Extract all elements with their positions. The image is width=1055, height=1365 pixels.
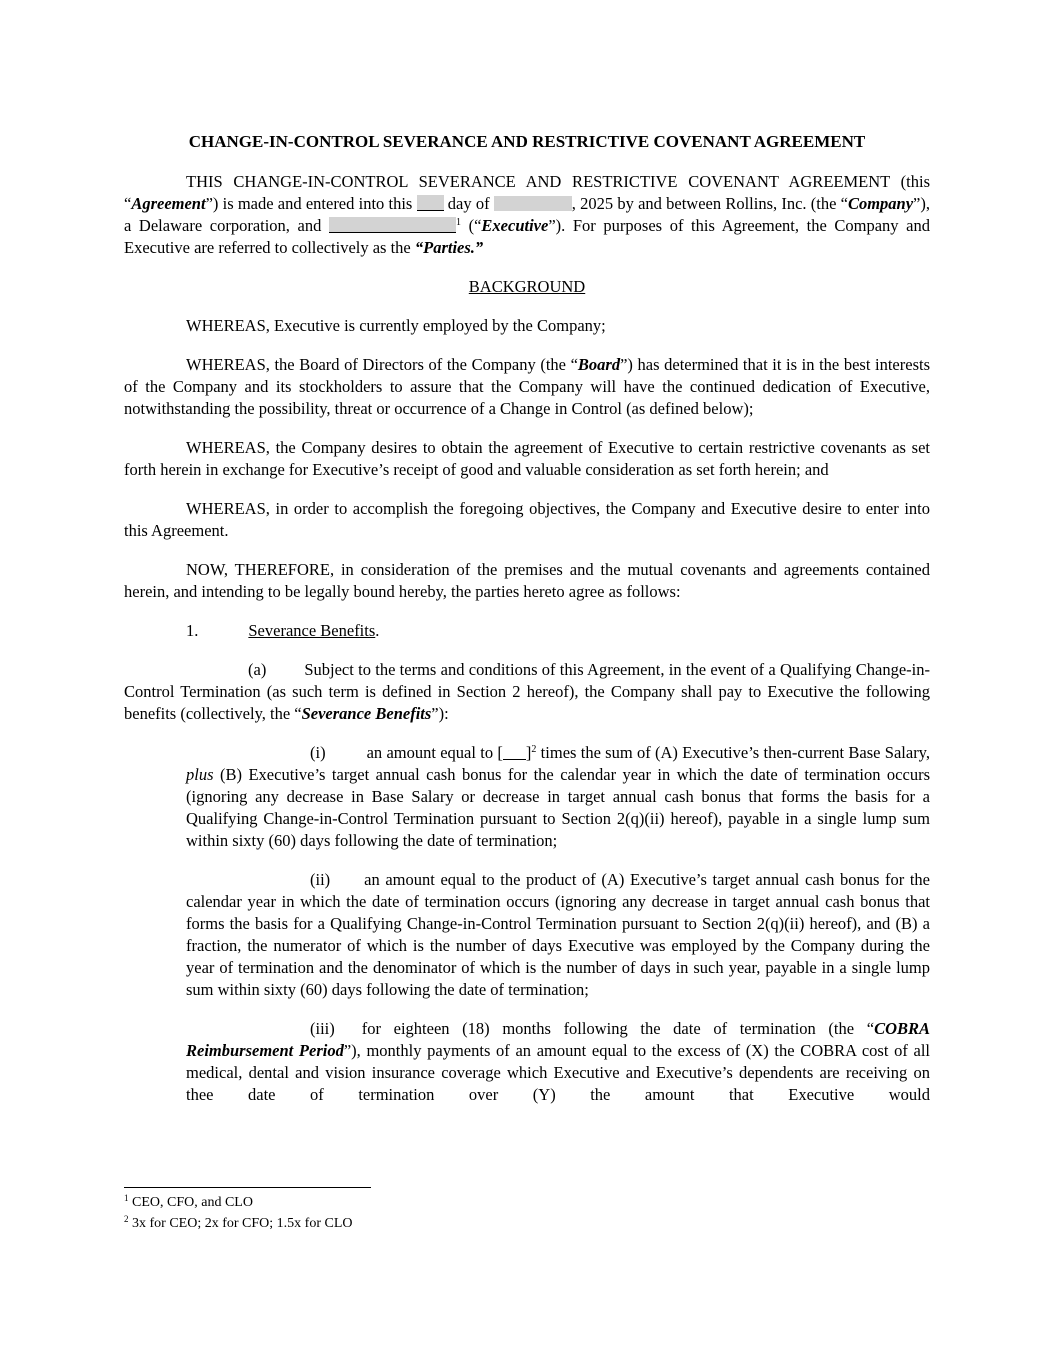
month-blank-field[interactable]: [494, 196, 572, 211]
footnote-1: [124, 1193, 371, 1214]
text-run: , 2025 by and between Rollins, Inc. (the “: [571, 194, 848, 213]
text-run: Board: [577, 355, 621, 374]
executive-name-blank-field[interactable]: [329, 217, 456, 233]
multiplier-blank-field[interactable]: [503, 746, 526, 760]
text-run: THIS CHANGE-IN-CONTROL SEVERANCE AND RESTRICTIVE COVENANT AGREEMENT (this “: [124, 172, 930, 213]
section-1-heading: [124, 620, 930, 642]
text-run: ”) has determined that it is in the best interests of the Company and its stockholders to assure that the Company will have the continued dedication of Executive, notwithstanding the possibility, threat or occurrence of a Change in Control (as defined below);: [124, 355, 930, 418]
text-run: Agreement: [131, 194, 206, 213]
footnote-ref-1: 1: [455, 217, 461, 228]
text-run: WHEREAS, in order to accomplish the foregoing objectives, the Company and Executive desire to enter into this Agreement.: [124, 499, 930, 540]
text-run: Severance Benefits: [301, 704, 432, 723]
opening-paragraph: [124, 171, 930, 259]
recital-3: [124, 437, 930, 481]
text-run: (“: [460, 216, 482, 235]
footnote-ref-2: 2: [531, 744, 537, 755]
text-run: ”). For purposes of this Agreement, the Company and Executive are referred to collectively as the: [124, 216, 930, 257]
text-run: day of: [443, 194, 494, 213]
text-run: Subject to the terms and conditions of this Agreement, in the event of a Qualifying Change-in-Control Termination (as such term is defined in Section 2 hereof), the Company shall pay to Executive the following benefits (collectively, the “: [124, 660, 930, 723]
footnotes: [124, 1187, 371, 1234]
text-run: ”), monthly payments of an amount equal to the excess of (X) the COBRA cost of all medical, dental and vision insurance coverage which Executive and Executive’s dependents are receiving on thee date of termination over (Y) the amount that Executive would: [186, 1041, 930, 1104]
recital-4: [124, 498, 930, 542]
footnote-text: 3x for CEO; 2x for CFO; 1.5x for CLO: [128, 1215, 353, 1231]
clause-iii: [186, 1018, 930, 1106]
clause-ii: [186, 869, 930, 1001]
background-heading: [124, 276, 930, 298]
text-run: ”) is made and entered into this: [205, 194, 417, 213]
recital-1: [124, 315, 930, 337]
text-run: for eighteen (18) months following the date of termination (the “: [361, 1019, 875, 1038]
text-run: (B) Executive’s target annual cash bonus for the calendar year in which the date of termination occurs (ignoring any decrease in Base Salary or decrease in target annual cash bonus that forms the basis for a Qualifying Change-in-Control Termination pursuant to Section 2(q)(ii) hereof), payable in a single lump sum within sixty (60) days following the date of termination;: [186, 765, 930, 850]
text-run: (i): [310, 743, 326, 762]
text-run: Severance Benefits: [248, 621, 376, 640]
text-run: times the sum of (A) Executive’s then-current Base Salary,: [536, 743, 930, 762]
document-body: [124, 171, 930, 1106]
text-run: NOW, THEREFORE, in consideration of the premises and the mutual covenants and agreements contained herein, and intending to be legally bound hereby, the parties hereto agree as follows:: [124, 560, 930, 601]
text-run: BACKGROUND: [468, 277, 586, 296]
text-run: Company: [847, 194, 914, 213]
text-run: an amount equal to the product of (A) Executive’s target annual cash bonus for the calendar year in which the date of termination occurs (ignoring any decrease in target annual cash bonus that forms the basis for a Qualifying Change-in-Control Termination pursuant to Section 2(q)(ii) hereof), and (B) a fraction, the numerator of which is the number of days Executive was employed by the Company during the year of termination and the denominator of which is the number of days in such year, payable in a single lump sum within sixty (60) days following the date of termination;: [186, 870, 930, 999]
text-run: 1.: [186, 621, 199, 640]
day-blank-field[interactable]: [417, 195, 444, 211]
text-run: (ii): [310, 870, 331, 889]
text-run: WHEREAS, the Company desires to obtain the agreement of Executive to certain restrictive covenants as set forth herein in exchange for Executive’s receipt of good and valuable consideration as set forth herein; and: [124, 438, 930, 479]
text-run: Executive: [481, 216, 549, 235]
text-run: ”), a Delaware corporation, and: [124, 194, 930, 235]
footnote-marker: 1: [124, 1193, 129, 1203]
footnote-text: CEO, CFO, and CLO: [128, 1195, 253, 1210]
section-1a-paragraph: [124, 659, 930, 725]
footnote-2: [124, 1214, 371, 1235]
footnote-marker: 2: [124, 1213, 129, 1224]
text-run: WHEREAS, Executive is currently employed by the Company;: [186, 316, 606, 335]
text-run: (a): [248, 660, 267, 679]
text-run: (iii): [310, 1019, 335, 1038]
text-run: plus: [186, 765, 214, 784]
text-run: COBRA Reimbursement Period: [186, 1019, 930, 1060]
text-run: ”):: [431, 704, 449, 723]
clause-i: [186, 742, 930, 852]
text-run: an amount equal to [: [366, 743, 503, 762]
text-run: ]: [525, 743, 532, 762]
text-run: .: [375, 621, 380, 640]
document-title: CHANGE-IN-CONTROL SEVERANCE AND RESTRICTIVE COVENANT AGREEMENT: [188, 132, 866, 151]
text-run: WHEREAS, the Board of Directors of the Company (the “: [186, 355, 578, 374]
now-therefore-clause: [124, 559, 930, 603]
text-run: “Parties.”: [414, 238, 484, 257]
recital-2: [124, 354, 930, 420]
footnote-separator-rule: [124, 1187, 371, 1188]
